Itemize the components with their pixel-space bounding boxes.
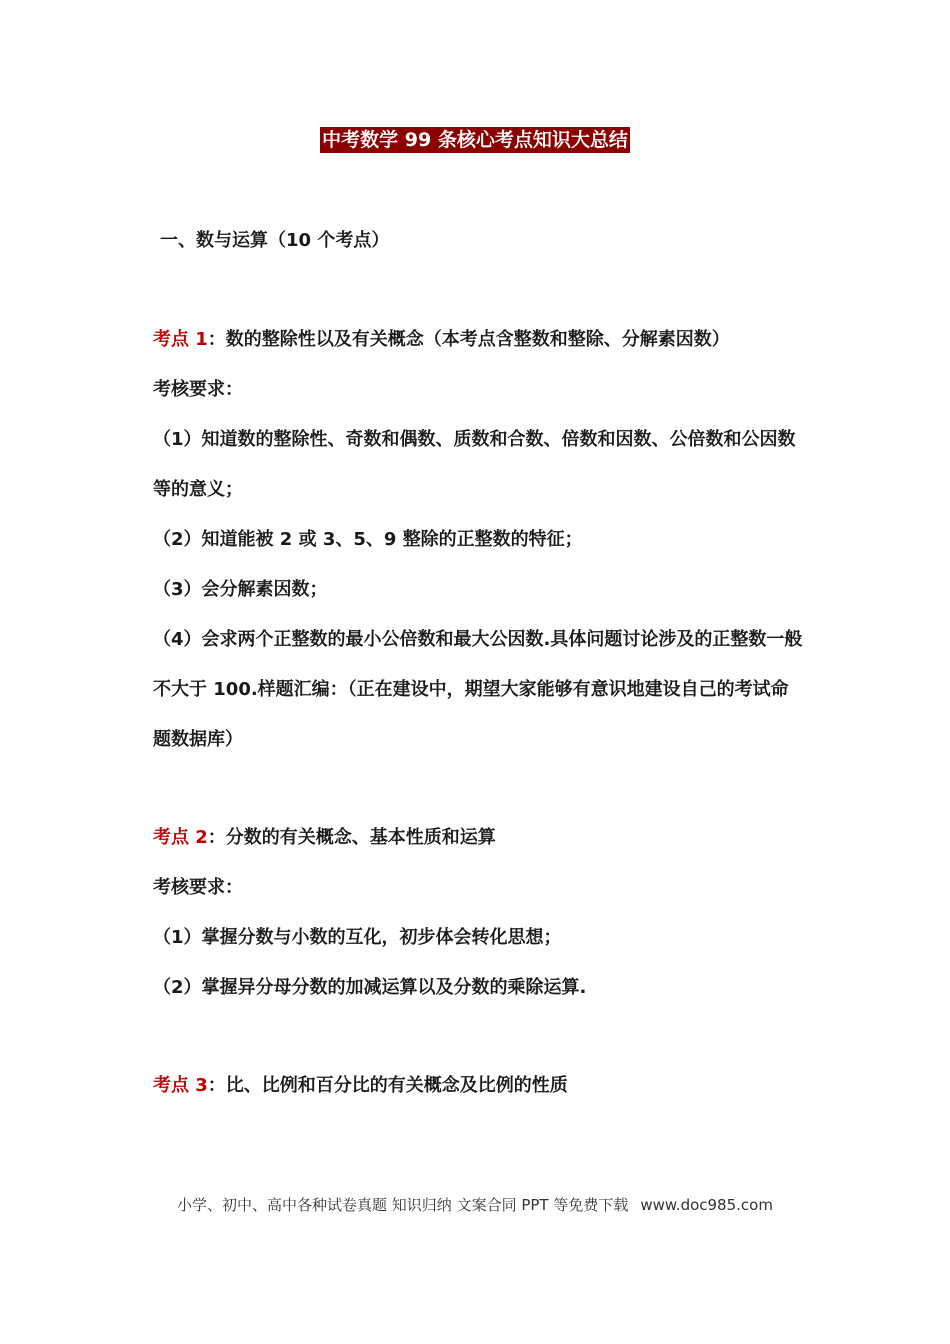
requirement-item: （1）知道数的整除性、奇数和偶数、质数和合数、倍数和因数、公倍数和公因数等的意义； — [153, 429, 796, 500]
footer-text: 小学、初中、高中各种试卷真题 知识归纳 文案合同 PPT 等免费下载 — [177, 1196, 629, 1214]
page-title-text: 中考数学 99 条核心考点知识大总结 — [322, 129, 628, 151]
document-body — [153, 315, 803, 1111]
page-title — [0, 126, 950, 154]
footer-site-link[interactable]: www.doc985.com — [640, 1196, 773, 1214]
requirement-item: （1）掌握分数与小数的互化，初步体会转化思想； — [153, 927, 562, 948]
point-label: 考点 2 — [153, 827, 208, 848]
point-1-heading — [153, 315, 803, 365]
requirement-item: （2）知道能被 2 或 3、5、9 整除的正整数的特征； — [153, 529, 583, 550]
point-label: 考点 1 — [153, 329, 208, 350]
page-footer — [0, 1193, 950, 1217]
section-heading: 一、数与运算（10 个考点） — [160, 230, 390, 251]
requirement-item: （4）会求两个正整数的最小公倍数和最大公因数.具体问题讨论涉及的正整数一般不大于 100.样题汇编：（正在建设中，期望大家能够有意识地建设自己的考试命题数据库） — [153, 629, 803, 750]
point-title: ：比、比例和百分比的有关概念及比例的性质 — [207, 1075, 568, 1096]
requirement-heading: 考核要求： — [153, 877, 243, 898]
point-title: ：数的整除性以及有关概念（本考点含整数和整除、分解素因数） — [207, 329, 730, 350]
point-3-heading — [153, 1061, 803, 1111]
requirement-item: （3）会分解素因数； — [153, 579, 328, 600]
requirement-item: （2）掌握异分母分数的加减运算以及分数的乘除运算. — [153, 977, 587, 998]
spacer — [153, 1013, 803, 1061]
point-label: 考点 3 — [153, 1075, 208, 1096]
spacer — [153, 765, 803, 813]
requirement-heading: 考核要求： — [153, 379, 243, 400]
point-2-heading — [153, 813, 803, 863]
point-title: ：分数的有关概念、基本性质和运算 — [207, 827, 496, 848]
